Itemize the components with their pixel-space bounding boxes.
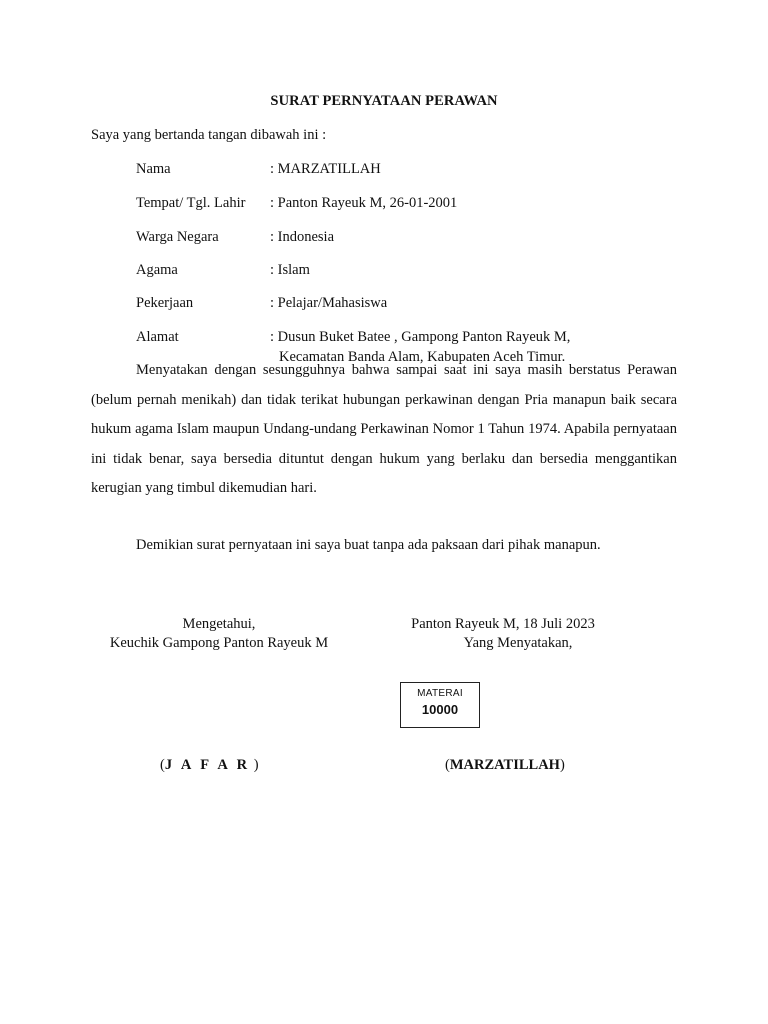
- field-value: : Islam: [270, 262, 310, 278]
- right-place-date: Panton Rayeuk M, 18 Juli 2023: [411, 616, 595, 632]
- signature-right-block: [405, 615, 601, 653]
- right-name-text: MARZATILLAH: [449, 757, 560, 773]
- field-label: Agama: [136, 262, 178, 278]
- field-value: : Indonesia: [270, 229, 335, 245]
- left-role: Keuchik Gampong Panton Rayeuk M: [109, 635, 329, 651]
- left-heading: Mengetahui,: [182, 616, 256, 632]
- stamp-label: MATERAI: [417, 688, 463, 699]
- document-title: SURAT PERNYATAAN PERAWAN: [270, 93, 498, 109]
- statement-text: Menyatakan dengan sesungguhnya bahwa sampai saat ini saya masih berstatus Perawan (belum pernah menikah) dan tidak terikat hubungan perkawinan dengan Pria manapun baik secara hukum agama Islam maupun Undang-undang Perkawinan Nomor 1 Tahun 1974. Apabila pernyataan ini tidak benar, saya bersedia dituntut dengan hukum yang berlaku dan bersedia menggantikan kerugian yang timbul dikemudian hari.: [91, 362, 677, 496]
- closing-text: Demikian surat pernyataan ini saya buat tanpa ada paksaan dari pihak manapun.: [136, 537, 601, 553]
- stamp-value: 10000: [421, 702, 459, 717]
- field-value: : Panton Rayeuk M, 26-01-2001: [270, 195, 458, 211]
- left-signatory-name: (J A F A R ): [160, 757, 259, 773]
- materai-stamp-box: [400, 682, 480, 728]
- intro-text: Saya yang bertanda tangan dibawah ini :: [91, 127, 327, 143]
- field-label: Tempat/ Tgl. Lahir: [136, 195, 246, 211]
- field-label: Warga Negara: [136, 229, 219, 245]
- field-label: Alamat: [136, 329, 179, 345]
- statement-paragraph: [91, 356, 677, 504]
- right-signatory-name: (MARZATILLAH): [445, 757, 565, 773]
- field-value-continuation: Kecamatan Banda Alam, Kabupaten Aceh Timur.: [279, 349, 566, 365]
- left-name-text: J A F A R: [164, 757, 251, 773]
- right-role: Yang Menyatakan,: [463, 635, 573, 651]
- field-value: : Dusun Buket Batee , Gampong Panton Rayeuk M,: [270, 329, 571, 345]
- field-value: : Pelajar/Mahasiswa: [270, 295, 388, 311]
- field-label: Pekerjaan: [136, 295, 194, 311]
- signature-left-block: [106, 615, 332, 653]
- field-label: Nama: [136, 161, 171, 177]
- field-value: : MARZATILLAH: [270, 161, 381, 177]
